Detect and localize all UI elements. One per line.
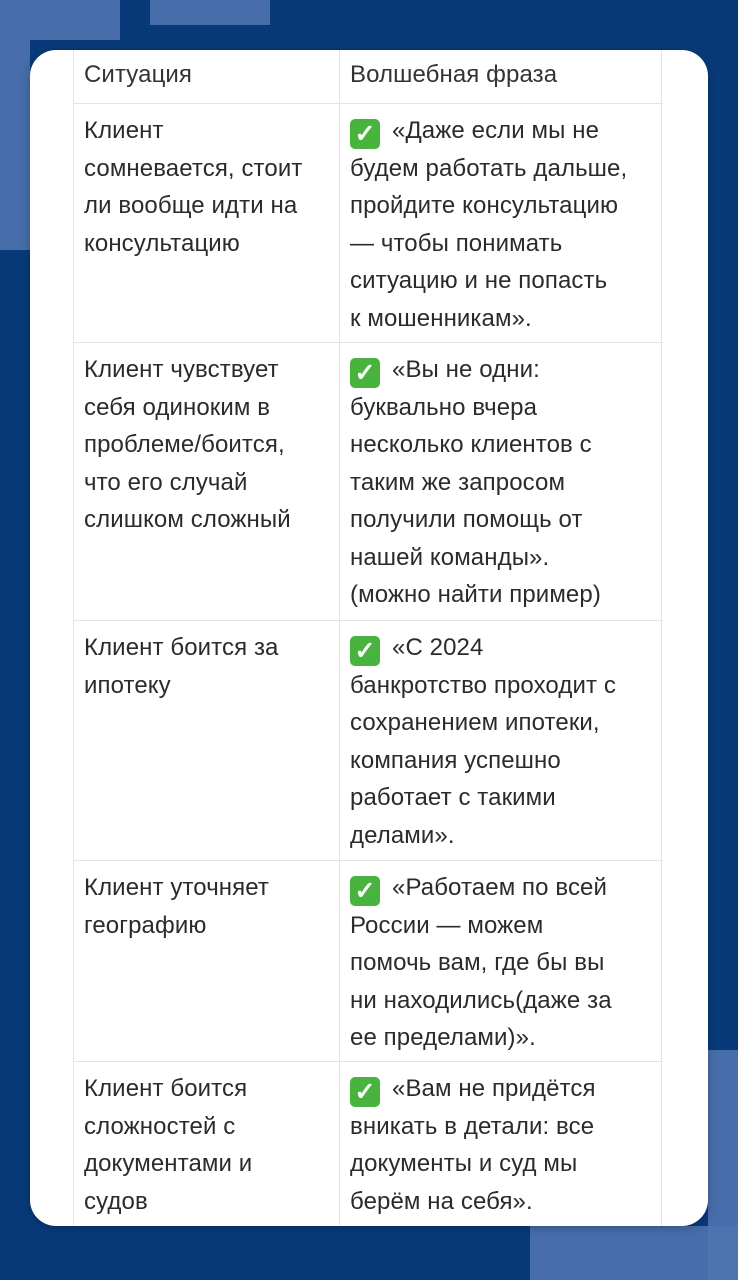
check-icon: ✓ bbox=[350, 1077, 380, 1107]
phrase-text: «С 2024 банкротство проходит с сохранением ипотеки, компания успешно работает с такими делами». bbox=[350, 634, 616, 849]
background-pattern-top-left bbox=[0, 0, 120, 40]
check-icon: ✓ bbox=[350, 636, 380, 666]
phrase-text: «Вам не придётся вникать в детали: все документы и суд мы берём на себя». bbox=[350, 1075, 596, 1215]
phrase-cell bbox=[340, 343, 662, 620]
background-pattern-bottom bbox=[530, 1226, 738, 1280]
header-situation: Ситуация bbox=[73, 50, 340, 103]
phrase-text: «Вы не одни: буквально вчера несколько клиентов с таким же запросом получили помощь от нашей команды». (можно найти пример) bbox=[350, 356, 601, 608]
situation-cell: Клиент уточняет географию bbox=[73, 861, 340, 1061]
table-row bbox=[73, 1062, 663, 1226]
phrase-cell bbox=[340, 621, 662, 860]
phrase-cell bbox=[340, 104, 662, 342]
phrase-text: «Работаем по всей России — можем помочь вам, где бы вы ни находились(даже за ее пределами)». bbox=[350, 874, 612, 1051]
background-pattern-top-left-2 bbox=[0, 40, 30, 250]
phrase-text: «Даже если мы не будем работать дальше, пройдите консультацию — чтобы понимать ситуацию и не попасть к мошенникам». bbox=[350, 117, 628, 332]
table-row bbox=[73, 104, 663, 343]
table-row bbox=[73, 343, 663, 621]
content-card bbox=[30, 50, 708, 1226]
situation-cell: Клиент боится за ипотеку bbox=[73, 621, 340, 860]
background-pattern-top bbox=[150, 0, 270, 25]
check-icon: ✓ bbox=[350, 119, 380, 149]
phrase-cell bbox=[340, 861, 662, 1061]
check-icon: ✓ bbox=[350, 358, 380, 388]
phrase-cell bbox=[340, 1062, 662, 1226]
table-row bbox=[73, 861, 663, 1062]
header-phrase: Волшебная фраза bbox=[340, 50, 662, 103]
phrases-table bbox=[73, 50, 663, 1226]
situation-cell: Клиент чувствует себя одиноким в проблеме/боится, что его случай слишком сложный bbox=[73, 343, 340, 620]
table-header-row bbox=[73, 50, 663, 104]
check-icon: ✓ bbox=[350, 876, 380, 906]
situation-cell: Клиент сомневается, стоит ли вообще идти на консультацию bbox=[73, 104, 340, 342]
table-row bbox=[73, 621, 663, 861]
situation-cell: Клиент боится сложностей с документами и судов bbox=[73, 1062, 340, 1226]
